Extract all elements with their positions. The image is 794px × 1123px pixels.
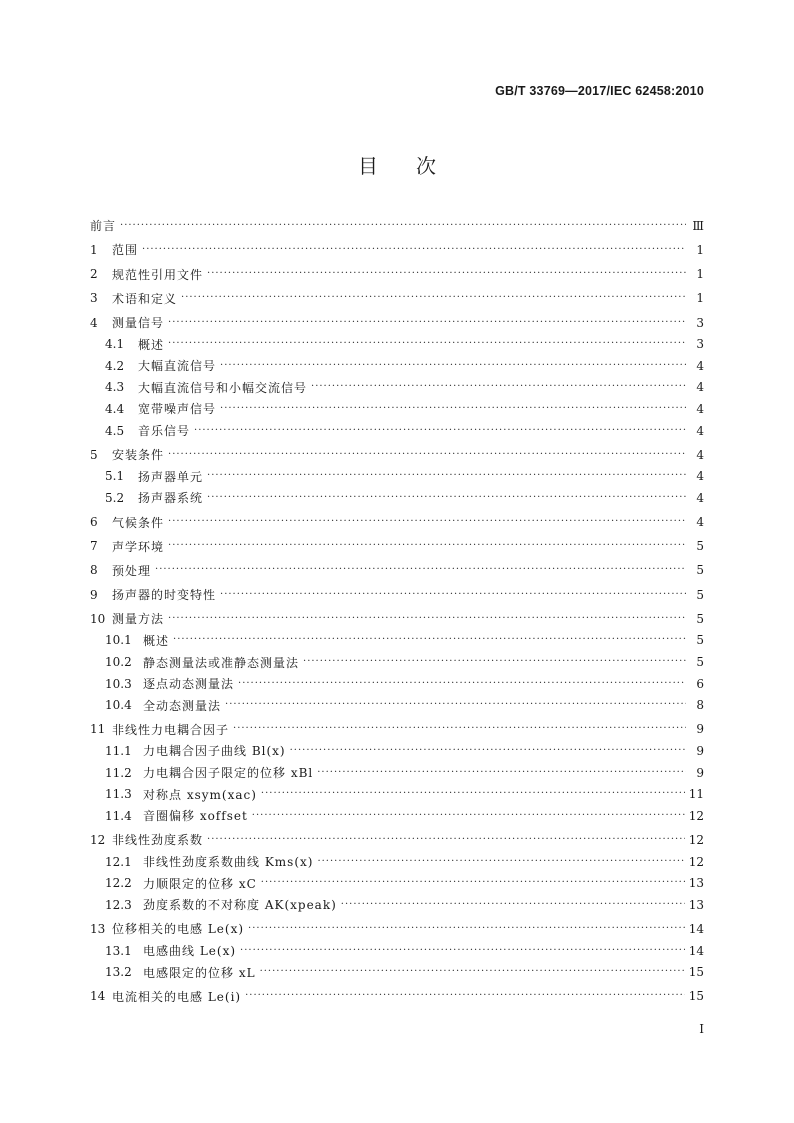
toc-entry-number: 2 [90,267,98,282]
toc-entry-label: 非线性劲度系数 [112,833,204,848]
toc-entry-page: 4 [696,490,704,505]
toc-entry-number: 5 [90,447,98,462]
toc-entry-page: Ⅲ [692,218,704,233]
toc-leader-dots [220,404,686,414]
toc-entry-page: 12 [688,808,704,823]
toc-leader-dots [207,471,686,481]
standard-number: GB/T 33769—2017/IEC 62458:2010 [495,84,704,98]
toc-entry-label: 扬声器的时变特性 [112,588,217,603]
toc-entry-page: 13 [688,876,704,891]
toc-entry[interactable] [90,719,704,741]
toc-entry-number: 10.1 [105,633,132,648]
toc-entry-number: 12.2 [105,876,132,891]
toc-entry[interactable] [90,694,704,716]
toc-entry[interactable] [90,894,704,916]
toc-leader-dots [120,221,686,231]
toc-leader-dots [252,811,685,821]
toc-entry-label: 音乐信号 [138,424,191,439]
toc-entry-page: 5 [696,539,704,554]
toc-entry[interactable] [90,608,704,630]
toc-leader-dots [238,679,686,689]
toc-leader-dots [207,493,686,503]
toc-entry[interactable] [90,487,704,509]
toc-entry[interactable] [90,872,704,894]
toc-entry-label: 气候条件 [112,515,165,530]
toc-entry-label: 位移相关的电感 Le(x) [112,922,245,937]
toc-entry[interactable] [90,918,704,940]
toc-entry-label: 非线性力电耦合因子 [112,722,230,737]
toc-entry-page: 1 [696,242,704,257]
toc-leader-dots [168,450,686,460]
toc-entry[interactable] [90,466,704,488]
toc-entry-number: 10 [90,611,106,626]
toc-entry-page: 6 [696,676,704,691]
toc-entry-label: 大幅直流信号和小幅交流信号 [138,380,308,395]
toc-leader-dots [233,724,686,734]
toc-entry[interactable] [90,239,704,261]
toc-entry[interactable] [90,584,704,606]
toc-entry[interactable] [90,560,704,582]
toc-leader-dots [220,590,686,600]
toc-entry-page: 5 [696,587,704,602]
toc-leader-dots [194,426,686,436]
toc-leader-dots [248,924,685,934]
toc-entry-page: 5 [696,611,704,626]
toc-entry[interactable] [90,535,704,557]
toc-entry-page: 4 [696,469,704,484]
toc-leader-dots [260,967,685,977]
toc-leader-dots [261,789,685,799]
toc-entry-page: 8 [696,698,704,713]
toc-entry[interactable] [90,630,704,652]
toc-entry-number: 4.2 [105,358,125,373]
toc-entry-page: 5 [696,563,704,578]
toc-entry-number: 11.3 [105,787,132,802]
toc-leader-dots [311,382,686,392]
toc-entry-number: 4.5 [105,423,125,438]
table-of-contents [90,215,704,1007]
toc-leader-dots [168,517,686,527]
toc-entry-page: 5 [696,655,704,670]
toc-entry[interactable] [90,398,704,420]
toc-entry-page: 4 [696,358,704,373]
toc-entry-label: 规范性引用文件 [112,267,204,282]
toc-leader-dots [181,293,686,303]
toc-entry[interactable] [90,783,704,805]
toc-entry-page: 9 [696,765,704,780]
toc-entry-label: 概述 [143,633,170,648]
toc-leader-dots [317,857,684,867]
toc-entry-page: 4 [696,515,704,530]
toc-entry-label: 范围 [112,243,139,258]
toc-entry-label: 电感限定的位移 xL [143,965,256,980]
toc-entry-page: 12 [688,832,704,847]
toc-entry-number: 13.2 [105,965,132,980]
toc-entry-page: 15 [688,965,704,980]
toc-entry-number: 12.3 [105,897,132,912]
toc-entry-page: 3 [696,337,704,352]
toc-entry-label: 力顺限定的位移 xC [143,876,257,891]
toc-leader-dots [168,541,686,551]
toc-entry[interactable] [90,511,704,533]
toc-entry-number: 11.1 [105,743,132,758]
toc-entry[interactable] [90,288,704,310]
toc-entry-label: 静态测量法或准静态测量法 [143,655,300,670]
toc-leader-dots [225,700,686,710]
toc-entry-label: 电流相关的电感 Le(i) [112,989,242,1004]
page-title: 目次 [358,154,474,178]
toc-leader-dots [290,746,686,756]
toc-entry[interactable] [90,651,704,673]
toc-entry[interactable] [90,986,704,1008]
toc-leader-dots [303,657,686,667]
toc-entry-page: 14 [688,943,704,958]
toc-entry-page: 9 [696,743,704,758]
toc-entry-number: 13.1 [105,943,132,958]
toc-leader-dots [245,991,685,1001]
toc-leader-dots [155,565,686,575]
toc-entry-label: 术语和定义 [112,291,178,306]
toc-entry-page: 9 [696,722,704,737]
toc-leader-dots [240,946,685,956]
toc-entry[interactable] [90,940,704,962]
toc-entry[interactable] [90,355,704,377]
toc-entry-number: 5.1 [105,469,125,484]
toc-leader-dots [220,361,686,371]
toc-entry-number: 14 [90,989,106,1004]
toc-entry-number: 4.3 [105,380,125,395]
toc-entry[interactable] [90,312,704,334]
toc-entry-number: 12.1 [105,854,132,869]
toc-leader-dots [168,614,686,624]
toc-entry-number: 11.4 [105,808,132,823]
toc-entry-number: 11.2 [105,765,132,780]
toc-entry-number: 8 [90,563,98,578]
toc-entry-number: 1 [90,242,98,257]
toc-leader-dots [168,339,686,349]
toc-entry-label: 非线性劲度系数曲线 Kms(x) [143,855,314,870]
toc-entry[interactable] [90,420,704,442]
toc-entry[interactable] [90,673,704,695]
toc-entry-label: 测量方法 [112,612,165,627]
toc-entry[interactable] [90,762,704,784]
toc-entry-page: 5 [696,633,704,648]
toc-entry-label: 安装条件 [112,448,165,463]
toc-entry-label: 声学环境 [112,539,165,554]
toc-entry[interactable] [90,805,704,827]
toc-entry-label: 测量信号 [112,316,165,331]
toc-entry-label: 扬声器系统 [138,491,204,506]
toc-entry-label: 宽带噪声信号 [138,402,217,417]
toc-entry-number: 7 [90,539,98,554]
toc-entry[interactable] [90,740,704,762]
toc-entry[interactable] [90,263,704,285]
toc-entry-label: 音圈偏移 xoffset [143,809,248,824]
toc-entry-number: 4 [90,315,98,330]
toc-leader-dots [168,318,686,328]
toc-entry[interactable] [90,829,704,851]
toc-entry-number: 6 [90,515,98,530]
toc-entry-number: 3 [90,291,98,306]
toc-entry-number: 4.4 [105,401,125,416]
toc-leader-dots [207,835,685,845]
toc-entry-page: 4 [696,423,704,438]
toc-entry-page: 3 [696,315,704,330]
toc-entry-number: 5.2 [105,490,125,505]
toc-entry-label: 逐点动态测量法 [143,677,235,692]
toc-entry-number: 12 [90,832,106,847]
toc-entry-number: 9 [90,587,98,602]
toc-entry-page: 4 [696,401,704,416]
toc-leader-dots [173,635,686,645]
toc-entry-page: 4 [696,447,704,462]
toc-leader-dots [142,245,686,255]
toc-entry-page: 14 [688,921,704,936]
toc-entry-label: 全动态测量法 [143,698,222,713]
toc-entry-page: 13 [688,897,704,912]
toc-entry-page: 4 [696,380,704,395]
toc-entry-label: 扬声器单元 [138,469,204,484]
page-number: Ⅰ [699,1022,704,1036]
toc-entry-label: 概述 [138,337,165,352]
toc-entry-label: 对称点 xsym(xac) [143,787,257,802]
toc-entry-page: 1 [696,267,704,282]
toc-entry-label: 力电耦合因子曲线 Bl(x) [143,744,286,759]
toc-leader-dots [341,900,685,910]
toc-entry-page: 15 [688,989,704,1004]
toc-entry[interactable] [90,444,704,466]
toc-entry-page: 1 [696,291,704,306]
toc-leader-dots [317,768,686,778]
toc-entry-label: 电感曲线 Le(x) [143,944,237,959]
toc-entry-label: 力电耦合因子限定的位移 xBl [143,766,314,781]
toc-entry-page: 11 [688,787,704,802]
toc-entry[interactable] [90,377,704,399]
toc-entry-number: 11 [90,722,106,737]
toc-entry-number: 10.3 [105,676,132,691]
toc-entry-number: 10.4 [105,698,132,713]
toc-entry-label: 前言 [90,219,117,234]
toc-entry[interactable] [90,333,704,355]
toc-entry-number: 4.1 [105,337,125,352]
toc-entry-number: 10.2 [105,655,132,670]
toc-entry-label: 劲度系数的不对称度 AK(xpeak) [143,898,337,913]
toc-entry[interactable] [90,961,704,983]
toc-leader-dots [207,269,686,279]
toc-leader-dots [261,878,685,888]
toc-entry-page: 12 [688,854,704,869]
toc-entry[interactable] [90,215,704,237]
toc-entry-label: 大幅直流信号 [138,359,217,374]
toc-entry-label: 预处理 [112,563,152,578]
toc-entry[interactable] [90,851,704,873]
toc-entry-number: 13 [90,921,106,936]
